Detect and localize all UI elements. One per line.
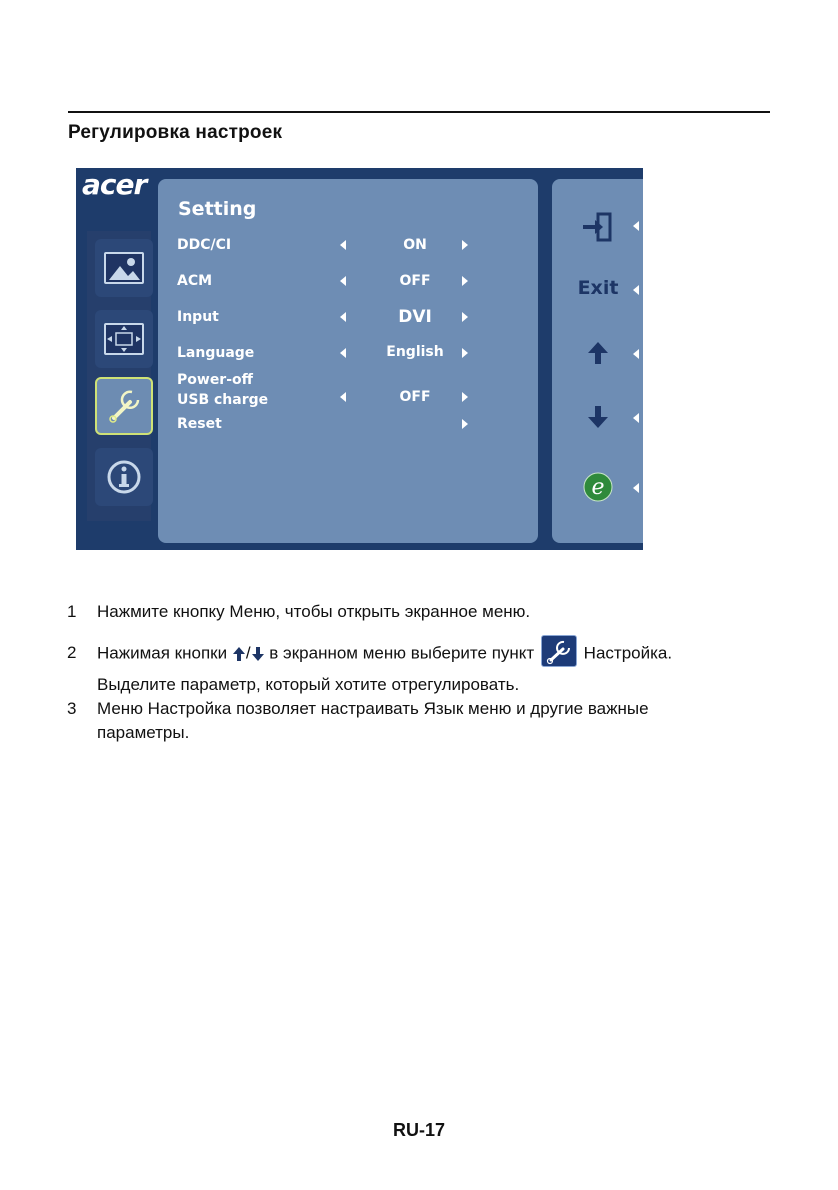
right-arrow-icon[interactable] (462, 240, 468, 250)
step-text: Меню Настройка позволяет настраивать Язык меню и другие важные (97, 699, 649, 718)
osd-screenshot (76, 168, 643, 550)
tab-setting[interactable] (95, 377, 153, 435)
row-value-input: DVI (398, 307, 432, 327)
step-number: 2 (67, 643, 77, 662)
row-label-power-off[interactable]: Power-off (177, 372, 253, 388)
left-arrow-icon (633, 413, 639, 423)
input-enter-icon (581, 210, 615, 244)
osd-button-bar (552, 179, 643, 543)
left-arrow-icon (633, 285, 639, 295)
panel-title: Setting (178, 198, 257, 220)
step-2-separator: / (245, 643, 251, 663)
arrow-up-icon (586, 340, 610, 366)
input-button[interactable] (572, 205, 624, 249)
setting-wrench-icon (102, 386, 146, 426)
tab-picture[interactable] (95, 239, 153, 297)
step-text (97, 641, 672, 667)
left-arrow-icon[interactable] (340, 392, 346, 402)
step-text: Выделите параметр, который хотите отрегулировать. (97, 675, 520, 694)
row-label-usb-charge[interactable]: USB charge (177, 392, 269, 408)
empowering-e-icon (582, 471, 614, 503)
empowering-button[interactable] (572, 465, 624, 509)
left-arrow-icon (633, 221, 639, 231)
left-arrow-icon (633, 483, 639, 493)
step-number: 3 (67, 699, 77, 718)
tab-information[interactable] (95, 448, 153, 506)
left-arrow-icon[interactable] (340, 240, 346, 250)
row-label-input[interactable]: Input (177, 309, 219, 325)
exit-label: Exit (577, 277, 619, 299)
picture-icon (104, 252, 144, 284)
right-arrow-icon[interactable] (462, 312, 468, 322)
page-number: RU-17 (392, 1120, 445, 1140)
acer-logo: acer (82, 168, 147, 201)
step-text: Нажмите кнопку Меню, чтобы открыть экранное меню. (97, 602, 531, 621)
row-value-language: English (386, 344, 444, 360)
step-2-text-a: Нажимая кнопки (97, 643, 228, 663)
left-arrow-icon[interactable] (340, 312, 346, 322)
step-number: 1 (67, 602, 77, 621)
exit-button[interactable] (572, 266, 624, 310)
row-label-acm[interactable]: ACM (177, 273, 213, 289)
right-arrow-icon[interactable] (462, 348, 468, 358)
row-value-ddc-ci: ON (403, 237, 427, 253)
setting-wrench-icon (541, 635, 577, 667)
setting-panel (158, 179, 538, 543)
row-value-acm: OFF (399, 273, 431, 289)
left-arrow-icon[interactable] (340, 276, 346, 286)
info-icon (104, 457, 144, 497)
up-button[interactable] (572, 331, 624, 375)
arrow-down-icon (251, 646, 265, 662)
row-label-language[interactable]: Language (177, 345, 255, 361)
step-2-text-c: Настройка. (583, 643, 673, 663)
right-arrow-icon[interactable] (462, 392, 468, 402)
step-text: параметры. (97, 723, 190, 742)
right-arrow-icon[interactable] (462, 419, 468, 429)
row-label-ddc-ci[interactable]: DDC/CI (177, 237, 232, 253)
right-arrow-icon[interactable] (462, 276, 468, 286)
osd-sidebar (87, 231, 151, 521)
arrow-down-icon (586, 404, 610, 430)
left-arrow-icon[interactable] (340, 348, 346, 358)
section-title: Регулировка настроек (68, 122, 283, 143)
svg-text:e: e (591, 475, 605, 500)
top-rule (68, 111, 770, 113)
display-position-icon (104, 323, 144, 355)
arrow-up-icon (232, 646, 246, 662)
down-button[interactable] (572, 395, 624, 439)
row-label-reset[interactable]: Reset (177, 416, 222, 432)
row-value-usb-charge: OFF (399, 389, 431, 405)
left-arrow-icon (633, 349, 639, 359)
tab-display[interactable] (95, 310, 153, 368)
step-2-text-b: в экранном меню выберите пункт (269, 643, 535, 663)
